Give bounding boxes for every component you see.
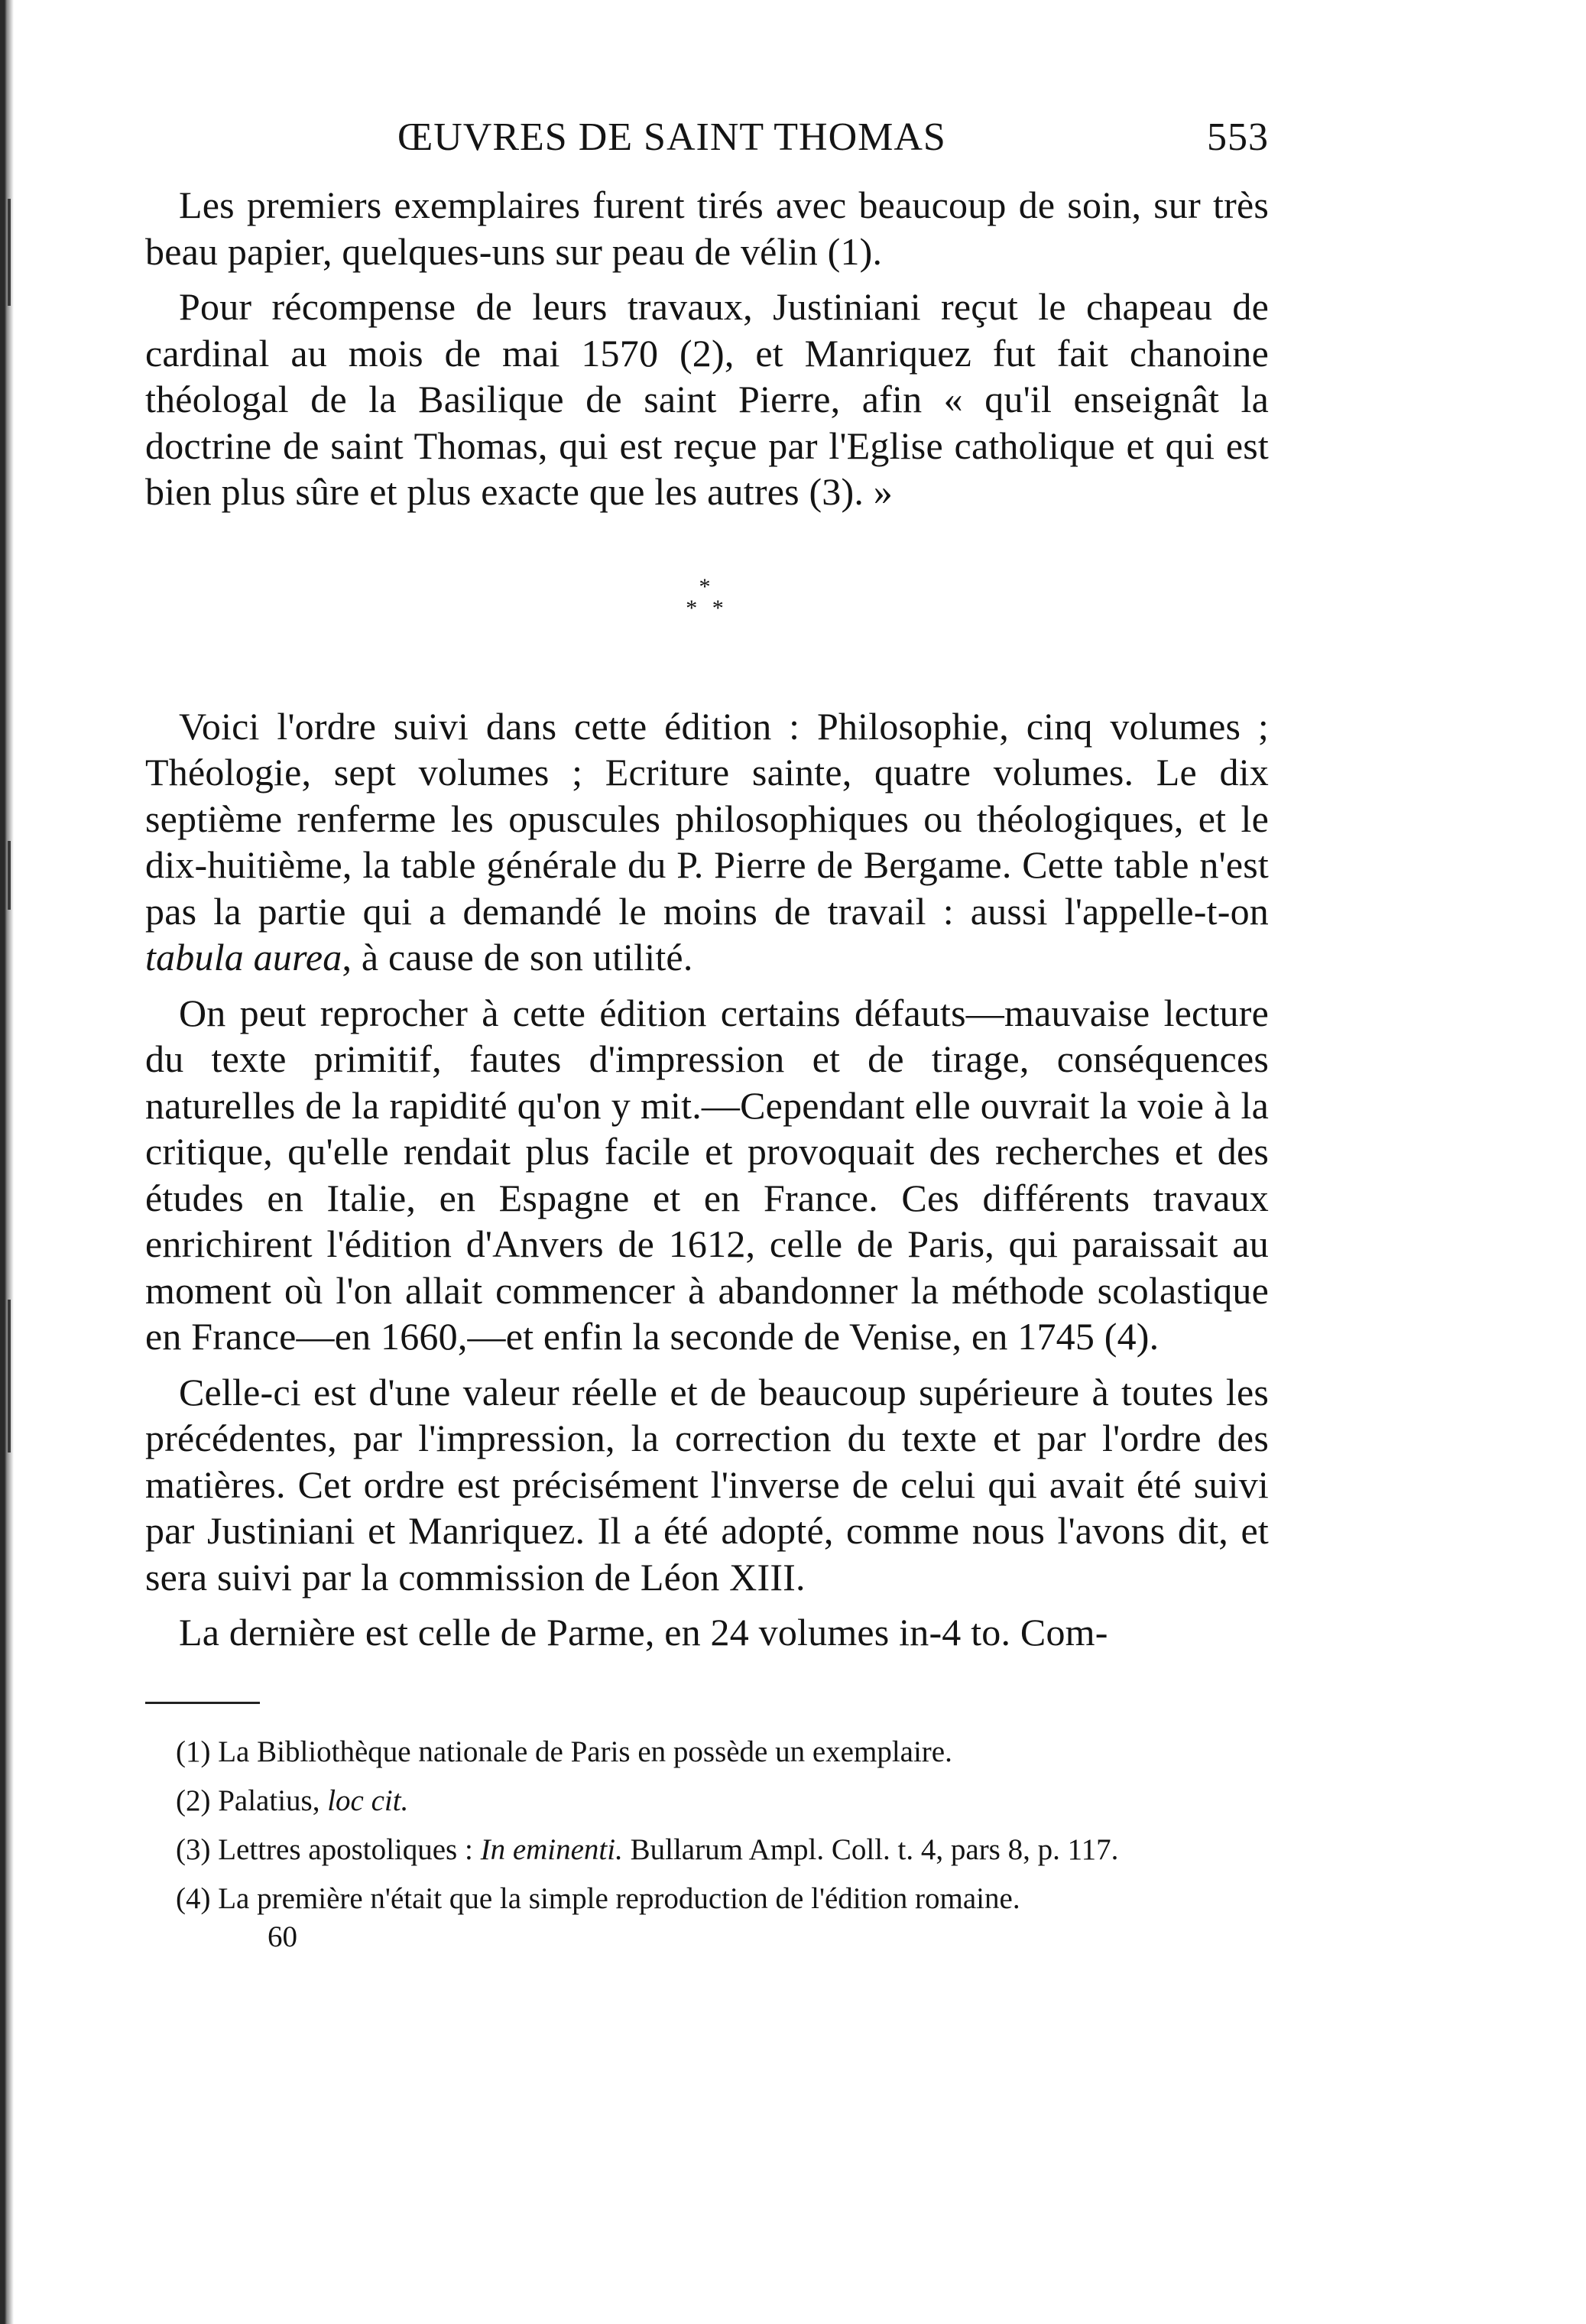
- paragraph-4: On peut reprocher à cette édition certains défauts—mauvaise lecture du texte primitif, fautes d'impression et de tirage, conséquences naturelles de la rapidité qu'on y mit.—Cependant elle ouvrait la voie à la critique, qu'elle rendait plus facile et provoquait des recherches et des études en Italie, en Espagne et en France. Ces différents travaux enrichirent l'édition d'Anvers de 1612, celle de Paris, qui paraissait au moment où l'on allait commencer à abandonner la méthode scolastique en France—en 1660,—et enfin la seconde de Venise, en 1745 (4).: [145, 991, 1269, 1358]
- paragraph-5: Celle-ci est d'une valeur réelle et de beaucoup supérieure à toutes les précédentes, par l'impression, la correction du texte et par l'ordre des matières. Cet ordre est précisément l'inverse de celui qui avait été suivi par Justiniani et Manriquez. Il a été adopté, comme nous l'avons dit, et sera suivi par la commission de Léon XIII.: [145, 1370, 1269, 1599]
- footnote-1: (1) La Bibliothèque nationale de Paris en possède un exemplaire.: [176, 1735, 952, 1768]
- running-head: [145, 115, 1269, 176]
- paragraph-3: [145, 703, 1269, 981]
- paragraph-3-text: Voici l'ordre suivi dans cette édition : Philosophie, cinq volumes ; Théologie, sept volumes ; Ecriture sainte, quatre volumes. Le dix septième renferme les opuscules philosophiques ou théologiques, et le dix-huitième, la table générale du P. Pierre de Bergame. Cette table n'est pas la partie qui a demandé le moins de travail : aussi l'appelle-t-on: [145, 704, 1269, 933]
- paragraph-2: Pour récompense de leurs travaux, Justiniani reçut le chapeau de cardinal au mois de mai 1570 (2), et Manriquez fut fait chanoine théologal de la Basilique de saint Pierre, afin « qu'il enseignât la doctrine de saint Thomas, qui est reçue par l'Eglise catholique et qui est bien plus sûre et plus exacte que les autres (3). »: [145, 285, 1269, 513]
- scan-edge-mark: [8, 841, 11, 910]
- section-asterism: [145, 573, 1269, 621]
- paragraph-1: Les premiers exemplaires furent tirés avec beaucoup de soin, sur très beau papier, quelques-uns sur peau de vélin (1).: [145, 183, 1269, 273]
- running-head-title: ŒUVRES DE SAINT THOMAS: [397, 115, 946, 159]
- footnote-3-italic: In eminenti.: [480, 1832, 623, 1866]
- footnote-3-tail: Bullarum Ampl. Coll. t. 4, pars 8, p. 117.: [622, 1832, 1119, 1866]
- page-number: 553: [1207, 115, 1269, 159]
- paragraph-3-italic: tabula aurea: [145, 936, 342, 979]
- asterism-top-star: *: [699, 573, 715, 599]
- paragraph-6: La dernière est celle de Parme, en 24 volumes in-4 to. Com-: [179, 1611, 1108, 1654]
- footnote-2-italic: loc cit.: [327, 1784, 409, 1817]
- footnote-separator: [145, 1702, 260, 1704]
- book-page: [145, 115, 1269, 1954]
- scan-edge-mark: [8, 1300, 11, 1452]
- footnote-2: [145, 1784, 1269, 1819]
- paragraph-3-tail: , à cause de son utilité.: [342, 936, 693, 979]
- footnote-4: (4) La première n'était que la simple reproduction de l'édition romaine.: [176, 1881, 1020, 1915]
- scan-edge-mark: [8, 199, 11, 306]
- footnote-3: [145, 1832, 1269, 1868]
- scan-binding-edge: [0, 0, 14, 2324]
- signature-mark: 60: [268, 1920, 297, 1953]
- footnote-3-text: (3) Lettres apostoliques :: [176, 1832, 481, 1866]
- asterism-bottom-stars: * *: [686, 595, 728, 621]
- footnote-2-text: (2) Palatius,: [176, 1784, 328, 1817]
